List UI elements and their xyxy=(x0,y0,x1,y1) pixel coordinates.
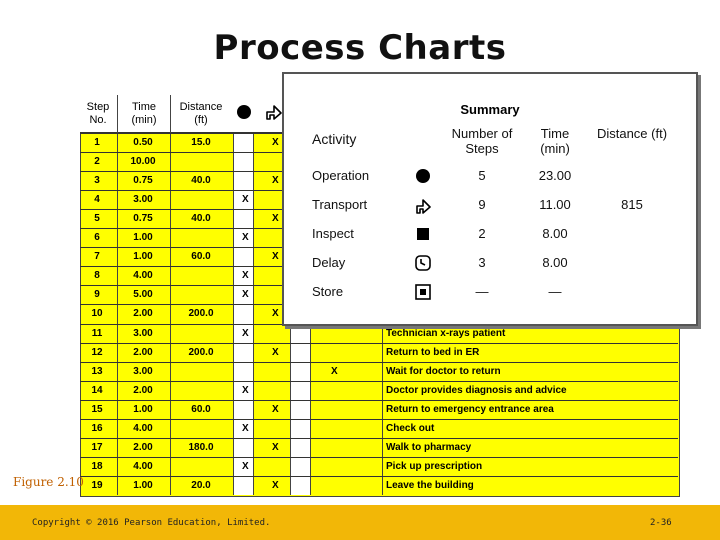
row-step-number: 2 xyxy=(94,156,100,167)
row-time: 0.75 xyxy=(133,213,153,224)
summary-steps: 3 xyxy=(478,255,486,270)
summary-box xyxy=(282,72,698,326)
summary-steps: 9 xyxy=(478,197,486,212)
row-time: 4.00 xyxy=(133,461,153,472)
row-step-number: 13 xyxy=(91,366,103,377)
row-step-number: 9 xyxy=(94,289,100,300)
summary-steps: — xyxy=(475,284,489,299)
row-time: 0.75 xyxy=(133,175,153,186)
col-divider xyxy=(170,95,171,495)
row-activity-mark: X xyxy=(242,194,249,205)
summary-activity: Delay xyxy=(312,255,346,270)
row-time: 1.00 xyxy=(133,480,153,491)
row-step-number: 6 xyxy=(94,232,100,243)
row-step-number: 7 xyxy=(94,251,100,262)
delay-d-icon xyxy=(414,254,432,272)
row-activity-mark: X xyxy=(242,423,249,434)
summary-title: Summary xyxy=(460,102,520,117)
row-distance: 200.0 xyxy=(188,347,214,358)
row-distance: 60.0 xyxy=(191,404,211,415)
row-activity: Wait for doctor to return xyxy=(386,366,501,377)
header-step: Step No. xyxy=(86,101,110,126)
summary-header-activity: Activity xyxy=(312,131,357,147)
row-time: 3.00 xyxy=(133,366,153,377)
row-activity-mark: X xyxy=(272,213,279,224)
row-activity: Doctor provides diagnosis and advice xyxy=(386,385,567,396)
row-activity: Check out xyxy=(386,423,435,434)
summary-header-time: Time (min) xyxy=(540,126,570,156)
row-activity-mark: X xyxy=(242,270,249,281)
row-divider xyxy=(80,381,678,382)
row-activity: Return to bed in ER xyxy=(386,347,480,358)
row-step-number: 3 xyxy=(94,175,100,186)
inspect-square-icon xyxy=(414,225,432,243)
summary-time: 11.00 xyxy=(539,197,571,212)
row-distance: 200.0 xyxy=(188,308,214,319)
row-activity-mark: X xyxy=(272,480,279,491)
row-time: 4.00 xyxy=(133,423,153,434)
row-time: 1.00 xyxy=(133,251,153,262)
row-step-number: 15 xyxy=(91,404,103,415)
row-activity-mark: X xyxy=(242,289,249,300)
row-activity: Pick up prescription xyxy=(386,461,483,472)
row-time: 2.00 xyxy=(133,347,153,358)
row-time: 1.00 xyxy=(133,232,153,243)
summary-time: 8.00 xyxy=(542,255,568,270)
row-distance: 180.0 xyxy=(188,442,214,453)
row-activity-mark: X xyxy=(272,347,279,358)
col-divider xyxy=(382,322,383,495)
col-divider xyxy=(117,95,118,495)
summary-distance: 815 xyxy=(621,197,643,212)
row-step-number: 10 xyxy=(91,308,103,319)
row-time: 10.00 xyxy=(130,156,156,167)
row-distance: 40.0 xyxy=(191,213,211,224)
row-activity: Technician x-rays patient xyxy=(386,328,506,339)
row-divider xyxy=(80,438,678,439)
row-activity-mark: X xyxy=(242,232,249,243)
row-activity-mark: X xyxy=(272,308,279,319)
summary-header-distance: Distance (ft) xyxy=(596,126,668,141)
summary-activity: Operation xyxy=(312,168,370,183)
summary-steps: 2 xyxy=(478,226,486,241)
row-step-number: 5 xyxy=(94,213,100,224)
row-activity-mark: X xyxy=(272,442,279,453)
row-distance: 20.0 xyxy=(191,480,211,491)
header-distance: Distance (ft) xyxy=(179,101,223,126)
row-distance: 60.0 xyxy=(191,251,211,262)
operation-circle-icon xyxy=(236,104,256,124)
row-activity: Leave the building xyxy=(386,480,474,491)
row-time: 4.00 xyxy=(133,270,153,281)
copyright-text: Copyright © 2016 Pearson Education, Limited. xyxy=(32,518,271,528)
operation-circle-icon xyxy=(414,167,432,185)
row-activity: Return to emergency entrance area xyxy=(386,404,554,415)
page-number: 2-36 xyxy=(650,518,672,528)
row-time: 2.00 xyxy=(133,385,153,396)
row-time: 2.00 xyxy=(133,308,153,319)
header-time: Time (min) xyxy=(131,101,157,126)
summary-activity: Transport xyxy=(312,197,368,212)
row-step-number: 11 xyxy=(91,328,103,339)
page-title: Process Charts xyxy=(213,28,507,68)
row-step-number: 1 xyxy=(94,137,100,148)
row-step-number: 4 xyxy=(94,194,100,205)
row-activity-mark: X xyxy=(331,366,338,377)
row-divider xyxy=(80,362,678,363)
row-divider xyxy=(80,457,678,458)
summary-activity: Store xyxy=(312,284,344,299)
row-time: 1.00 xyxy=(133,404,153,415)
row-time: 2.00 xyxy=(133,442,153,453)
row-step-number: 19 xyxy=(91,480,103,491)
row-activity-mark: X xyxy=(272,137,279,148)
summary-activity: Inspect xyxy=(312,226,354,241)
row-time: 5.00 xyxy=(133,289,153,300)
row-activity-mark: X xyxy=(242,385,249,396)
row-divider xyxy=(80,476,678,477)
row-step-number: 8 xyxy=(94,270,100,281)
row-activity-mark: X xyxy=(242,328,249,339)
row-activity-mark: X xyxy=(272,404,279,415)
figure-label: Figure 2.10 xyxy=(13,475,84,489)
summary-header-steps: Number of Steps xyxy=(451,126,513,156)
row-divider xyxy=(80,343,678,344)
row-step-number: 12 xyxy=(91,347,103,358)
row-activity: Walk to pharmacy xyxy=(386,442,472,453)
transport-arrow-icon xyxy=(414,196,432,214)
row-time: 3.00 xyxy=(133,328,153,339)
row-divider xyxy=(80,419,678,420)
row-activity-mark: X xyxy=(242,461,249,472)
row-step-number: 16 xyxy=(91,423,103,434)
row-distance: 40.0 xyxy=(191,175,211,186)
summary-time: 8.00 xyxy=(542,226,568,241)
store-triangle-icon xyxy=(414,283,432,301)
row-step-number: 17 xyxy=(91,442,103,453)
summary-time: — xyxy=(548,284,562,299)
row-divider xyxy=(80,400,678,401)
row-time: 0.50 xyxy=(133,137,153,148)
row-activity-mark: X xyxy=(272,251,279,262)
row-time: 3.00 xyxy=(133,194,153,205)
row-activity-mark: X xyxy=(272,175,279,186)
row-distance: 15.0 xyxy=(191,137,211,148)
summary-time: 23.00 xyxy=(538,168,572,183)
summary-steps: 5 xyxy=(478,168,486,183)
operation-column xyxy=(233,133,254,495)
row-step-number: 14 xyxy=(91,385,103,396)
transport-arrow-icon xyxy=(264,101,284,123)
row-step-number: 18 xyxy=(91,461,103,472)
